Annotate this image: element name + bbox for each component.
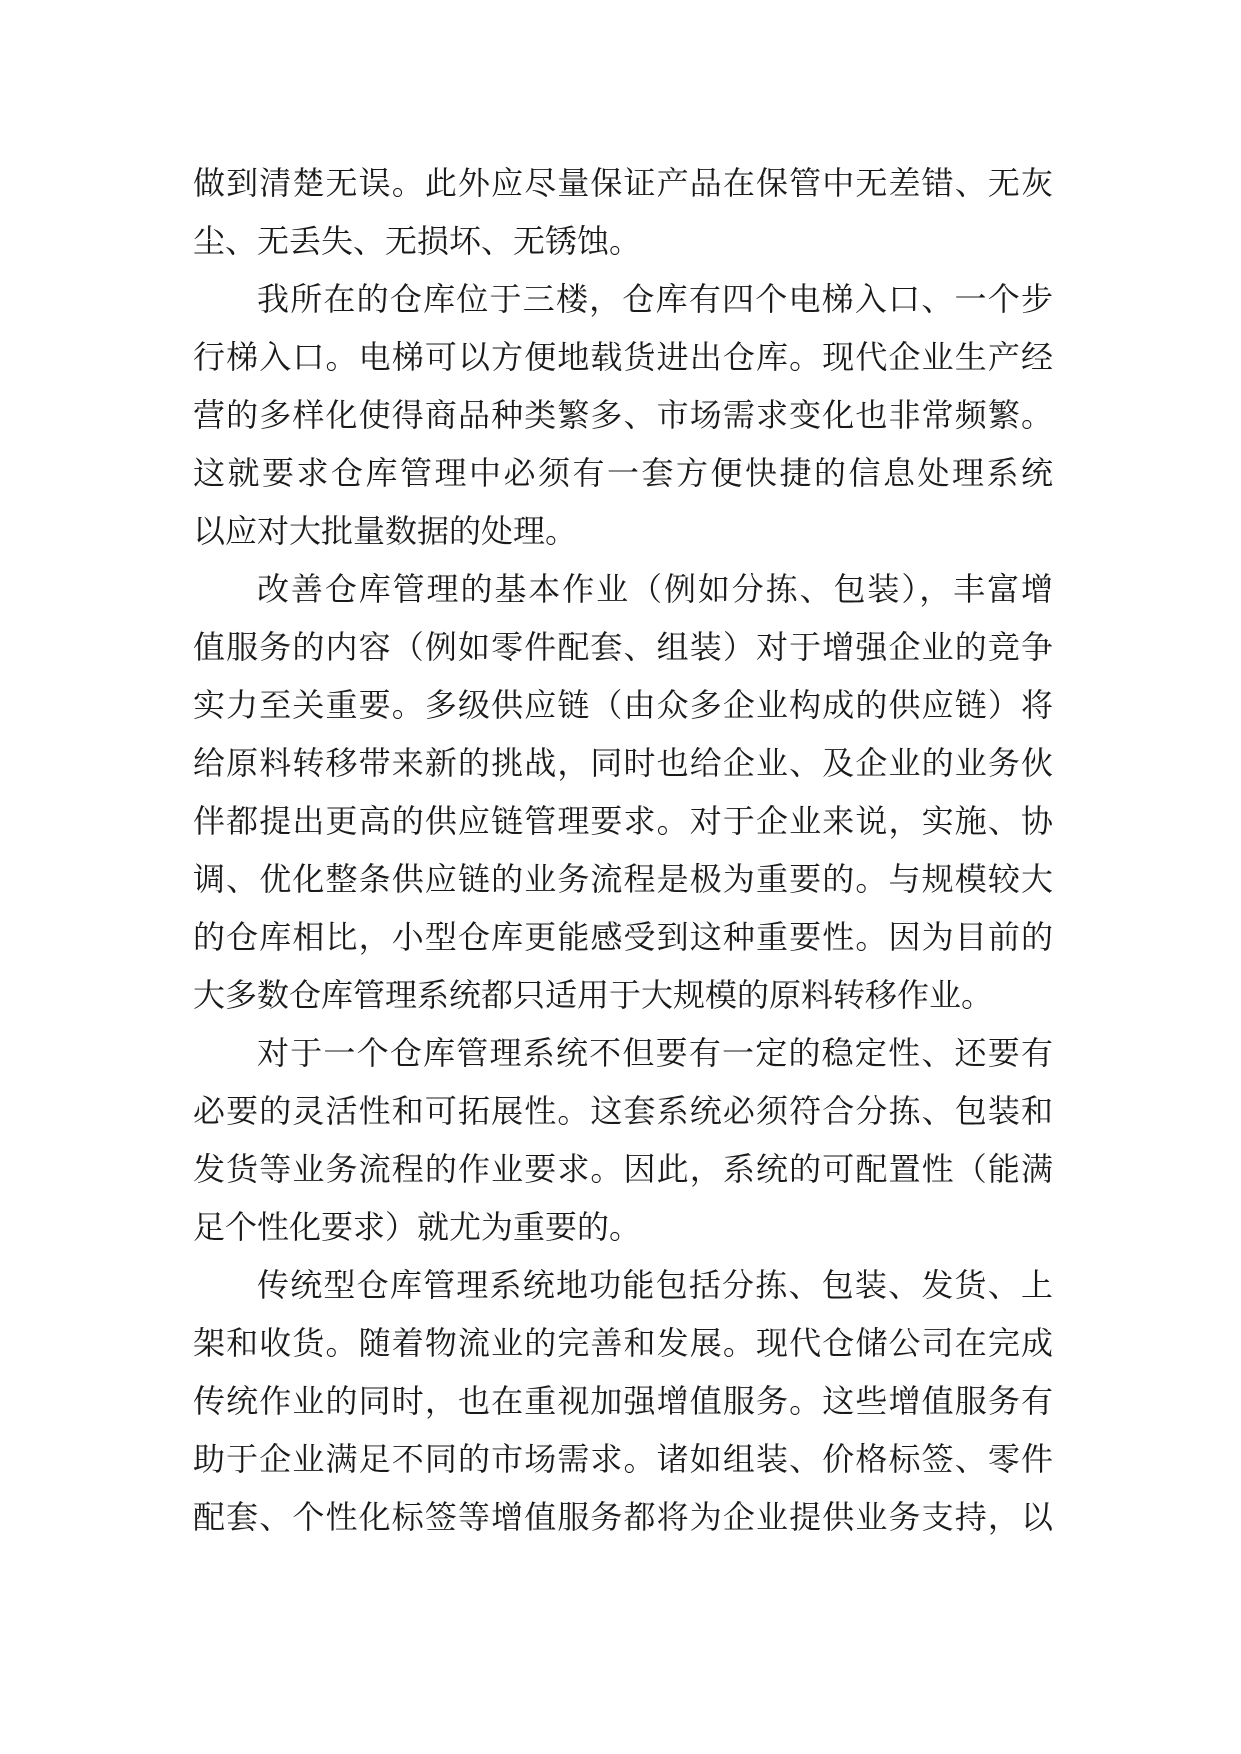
paragraph-first-line: 对于一个仓库管理系统不但要有一定的稳定性、还要有 [257, 1034, 1053, 1072]
text-line: 传统作业的同时，也在重视加强增值服务。这些增值服务有 [193, 1382, 1053, 1420]
paragraph-first-line: 我所在的仓库位于三楼，仓库有四个电梯入口、一个步 [257, 280, 1053, 318]
text-line: 发货等业务流程的作业要求。因此，系统的可配置性（能满 [193, 1150, 1053, 1188]
text-line: 大多数仓库管理系统都只适用于大规模的原料转移作业。 [193, 976, 994, 1014]
document-body [193, 154, 1053, 1546]
text-line: 必要的灵活性和可拓展性。这套系统必须符合分拣、包装和 [193, 1092, 1053, 1130]
text-line: 营的多样化使得商品种类繁多、市场需求变化也非常频繁。 [193, 396, 1053, 434]
text-line: 助于企业满足不同的市场需求。诸如组装、价格标签、零件 [193, 1440, 1053, 1478]
paragraph-first-line: 改善仓库管理的基本作业（例如分拣、包装），丰富增 [257, 570, 1053, 608]
text-line: 值服务的内容（例如零件配套、组装）对于增强企业的竞争 [193, 628, 1053, 666]
text-line: 尘、无丢失、无损坏、无锈蚀。 [193, 222, 642, 260]
paragraph-first-line: 传统型仓库管理系统地功能包括分拣、包装、发货、上 [257, 1266, 1053, 1304]
text-line: 的仓库相比，小型仓库更能感受到这种重要性。因为目前的 [193, 918, 1053, 956]
text-line: 行梯入口。电梯可以方便地载货进出仓库。现代企业生产经 [193, 338, 1053, 376]
text-line: 做到清楚无误。此外应尽量保证产品在保管中无差错、无灰 [193, 164, 1053, 202]
text-line: 伴都提出更高的供应链管理要求。对于企业来说，实施、协 [193, 802, 1053, 840]
text-line: 架和收货。随着物流业的完善和发展。现代仓储公司在完成 [193, 1324, 1053, 1362]
text-line: 这就要求仓库管理中必须有一套方便快捷的信息处理系统 [193, 454, 1053, 492]
text-line: 以应对大批量数据的处理。 [193, 512, 578, 550]
text-line: 配套、个性化标签等增值服务都将为企业提供业务支持，以 [193, 1498, 1053, 1536]
text-line: 足个性化要求）就尤为重要的。 [193, 1208, 642, 1246]
text-line: 实力至关重要。多级供应链（由众多企业构成的供应链）将 [193, 686, 1053, 724]
text-line: 给原料转移带来新的挑战，同时也给企业、及企业的业务伙 [193, 744, 1053, 782]
text-line: 调、优化整条供应链的业务流程是极为重要的。与规模较大 [193, 860, 1053, 898]
